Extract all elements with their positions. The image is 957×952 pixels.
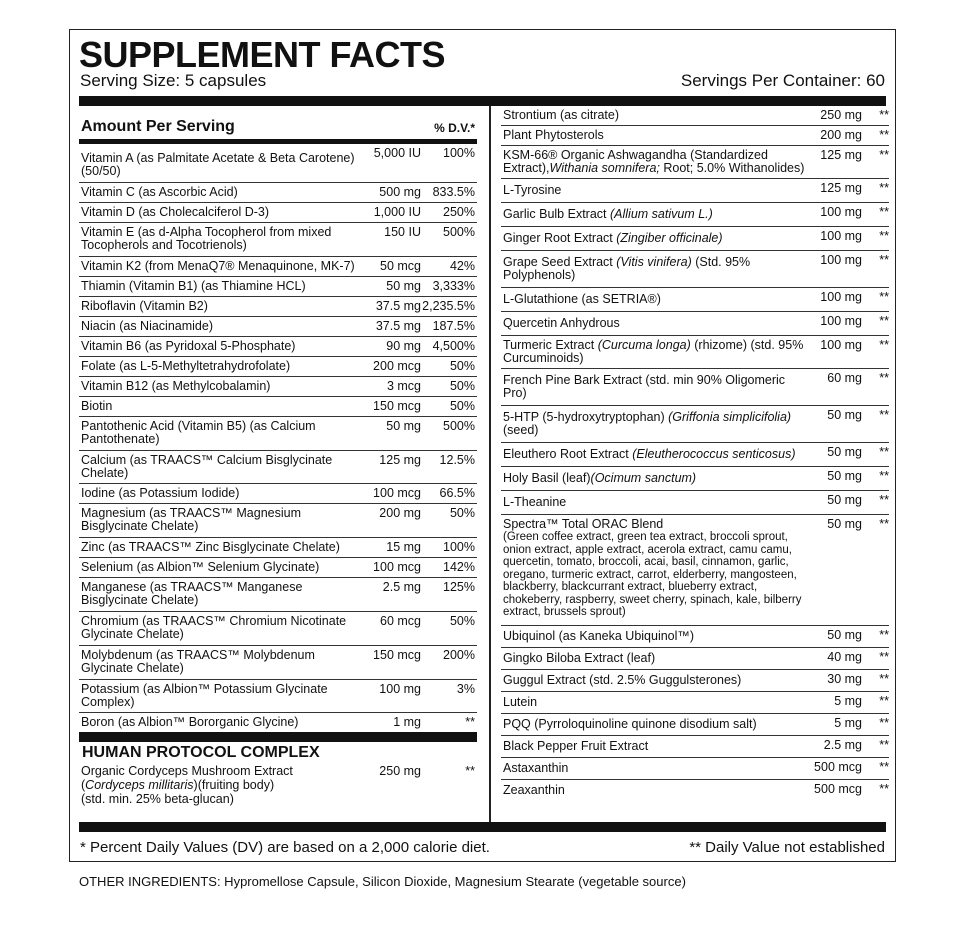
nutrient-amount: 100 mcg (373, 560, 421, 574)
ingredient-name (501, 518, 808, 531)
ingredient-row (501, 648, 889, 670)
ingredient-name (501, 472, 808, 485)
ingredient-name-detail: (Std. 95% Polyphenols) (503, 255, 751, 282)
ingredient-name (501, 184, 808, 197)
ingredient-dv: ** (879, 290, 889, 304)
ingredient-dv: ** (879, 229, 889, 243)
ingredient-row (501, 251, 889, 288)
ingredient-name-text: Turmeric Extract (503, 338, 598, 352)
ingredient-row (501, 369, 889, 406)
ingredient-row (501, 336, 889, 369)
not-established-footnote: ** Daily Value not established (689, 839, 885, 856)
ingredient-amount: 500 mcg (814, 759, 862, 774)
nutrient-amount: 50 mg (386, 279, 421, 293)
ingredient-name-text: L-Tyrosine (503, 183, 562, 197)
nutrient-dv: 50% (449, 506, 475, 520)
nutrient-name: Pantothenic Acid (Vitamin B5) (as Calcium Pantothenate) (81, 419, 316, 446)
ingredient-amount: 125 mg (820, 148, 862, 162)
nutrient-dv: 50% (449, 614, 475, 628)
nutrient-row (79, 297, 477, 317)
hpc-divider-bar (79, 732, 477, 742)
nutrient-row (79, 484, 477, 504)
supplement-facts-panel (69, 29, 896, 862)
nutrient-row (79, 397, 477, 417)
ingredient-name-text: Zeaxanthin (503, 782, 565, 797)
nutrient-row (79, 451, 477, 484)
ingredient-name (501, 129, 808, 142)
nutrient-amount: 5,000 IU (373, 146, 421, 160)
ingredient-name-text: Astaxanthin (503, 760, 569, 775)
nutrient-row (79, 337, 477, 357)
nutrient-row (79, 277, 477, 297)
ingredient-name (501, 293, 808, 306)
nutrient-amount: 15 mg (386, 540, 421, 554)
ingredient-amount: 50 mg (827, 445, 862, 459)
ingredient-name (501, 740, 808, 753)
ingredient-name (501, 232, 808, 245)
ingredient-amount: 50 mg (827, 627, 862, 642)
ingredient-latin-name: (Ocimum sanctum) (590, 471, 697, 485)
nutrient-dv: 42% (449, 259, 475, 273)
nutrient-name: Thiamin (Vitamin B1) (as Thiamine HCL) (81, 279, 306, 293)
nutrient-name: Calcium (as TRAACS™ Calcium Bisglycinate Chelate) (81, 453, 333, 480)
hpc-name-line-1: Organic Cordyceps Mushroom Extract (81, 764, 293, 778)
ingredient-name (501, 448, 808, 461)
nutrient-row (79, 680, 477, 713)
ingredient-name-detail: Root; 5.0% Withanolides) (659, 161, 805, 175)
nutrient-row (79, 203, 477, 223)
nutrient-name: Molybdenum (as TRAACS™ Molybdenum Glycinate Chelate) (81, 648, 315, 675)
nutrient-row (79, 578, 477, 612)
ingredient-dv: ** (879, 737, 889, 752)
ingredient-amount: 30 mg (827, 671, 862, 686)
nutrient-row (79, 646, 477, 680)
ingredient-dv: ** (879, 469, 889, 483)
ingredient-name (501, 652, 808, 665)
nutrient-amount: 37.5 mg (375, 319, 421, 333)
nutrient-row (79, 357, 477, 377)
dv-label: % D.V.* (434, 121, 475, 135)
ingredient-row (501, 179, 889, 203)
ingredient-name (501, 762, 808, 775)
top-divider-bar (79, 96, 886, 106)
ingredient-latin-name: (Griffonia simplicifolia) (668, 410, 792, 424)
ingredient-amount: 50 mg (827, 469, 862, 483)
ingredient-name (501, 718, 808, 731)
hpc-title: HUMAN PROTOCOL COMPLEX (82, 744, 320, 761)
nutrient-dv: 142% (443, 560, 475, 574)
hpc-name-italic: Cordyceps millitaris (85, 778, 194, 792)
nutrient-dv: 50% (449, 359, 475, 373)
nutrient-amount: 200 mg (379, 506, 421, 520)
ingredient-row (501, 227, 889, 251)
nutrient-dv: 250% (443, 205, 475, 219)
ingredient-amount: 5 mg (834, 715, 862, 730)
nutrient-dv: ** (465, 715, 475, 729)
ingredient-name-text: Plant Phytosterols (503, 128, 604, 142)
ingredient-amount: 100 mg (820, 290, 862, 304)
nutrient-dv: 100% (443, 146, 475, 160)
nutrient-dv: 125% (443, 580, 475, 594)
ingredient-name (501, 784, 808, 797)
ingredient-row (501, 491, 889, 515)
ingredient-dv: ** (879, 314, 889, 328)
column-divider (489, 106, 491, 823)
left-nutrient-list (79, 144, 477, 732)
ingredient-dv: ** (879, 205, 889, 219)
ingredient-row (501, 443, 889, 467)
ingredient-dv: ** (879, 371, 889, 385)
ingredient-row (501, 126, 889, 146)
nutrient-dv: 50% (449, 399, 475, 413)
nutrient-row (79, 183, 477, 203)
servings-per-container: Servings Per Container: 60 (680, 71, 885, 90)
nutrient-dv: 4,500% (432, 339, 475, 353)
nutrient-amount: 150 IU (384, 225, 421, 239)
nutrient-dv: 66.5% (439, 486, 475, 500)
ingredient-amount: 100 mg (820, 229, 862, 243)
ingredient-dv: ** (879, 408, 889, 422)
nutrient-row (79, 504, 477, 538)
ingredient-row (501, 312, 889, 336)
hpc-name-line-3: (std. min. 25% beta-glucan) (81, 792, 234, 806)
ingredient-amount: 200 mg (820, 128, 862, 142)
ingredient-name-text: Quercetin Anhydrous (503, 316, 620, 330)
ingredient-name-text: Garlic Bulb Extract (503, 207, 610, 221)
nutrient-name: Vitamin D (as Cholecalciferol D-3) (81, 205, 270, 219)
amount-header (79, 106, 477, 144)
ingredient-dv: ** (879, 493, 889, 507)
ingredient-row (501, 467, 889, 491)
ingredient-row (501, 626, 889, 648)
ingredient-latin-name: Withania somnifera; (549, 161, 660, 175)
nutrient-dv: 3,333% (432, 279, 475, 293)
ingredient-amount: 5 mg (834, 693, 862, 708)
ingredient-name-text: Ubiquinol (as Kaneka Ubiquinol™) (503, 628, 695, 643)
ingredient-name-text: L-Theanine (503, 495, 567, 509)
nutrient-amount: 37.5 mg (375, 299, 421, 313)
nutrient-row (79, 558, 477, 578)
nutrient-row (79, 612, 477, 646)
nutrient-dv: 200% (443, 648, 475, 662)
ingredient-latin-name: (Zingiber officinale) (616, 231, 723, 245)
ingredient-dv: ** (879, 148, 889, 162)
ingredient-amount: 100 mg (820, 253, 862, 267)
ingredient-amount: 100 mg (820, 314, 862, 328)
nutrient-amount: 50 mg (386, 419, 421, 433)
ingredient-amount: 100 mg (820, 205, 862, 219)
nutrient-name: Iodine (as Potassium Iodide) (81, 486, 240, 500)
ingredient-row (501, 670, 889, 692)
nutrient-name: Manganese (as TRAACS™ Manganese Bisglycinate Chelate) (81, 580, 303, 607)
ingredient-name-text: Spectra™ Total ORAC Blend (503, 517, 664, 531)
nutrient-amount: 125 mg (379, 453, 421, 467)
nutrient-name: Magnesium (as TRAACS™ Magnesium Bisglycinate Chelate) (81, 506, 301, 533)
ingredient-dv: ** (879, 649, 889, 664)
nutrient-dv: 3% (456, 682, 475, 696)
ingredient-name-text: L-Glutathione (as SETRIA®) (503, 292, 661, 306)
nutrient-name: Chromium (as TRAACS™ Chromium Nicotinate Glycinate Chelate) (81, 614, 347, 641)
ingredient-name-text: Grape Seed Extract (503, 255, 617, 269)
ingredient-dv: ** (879, 108, 889, 122)
nutrient-amount: 100 mcg (373, 486, 421, 500)
ingredient-dv: ** (879, 715, 889, 730)
ingredient-dv: ** (879, 671, 889, 686)
nutrient-dv: 187.5% (432, 319, 475, 333)
ingredient-row (501, 515, 889, 626)
nutrient-dv: 833.5% (432, 185, 475, 199)
other-ingredients: OTHER INGREDIENTS: Hypromellose Capsule, Silicon Dioxide, Magnesium Stearate (vegetable source) (79, 874, 686, 889)
ingredient-amount: 60 mg (827, 371, 862, 385)
nutrient-dv: 500% (443, 419, 475, 433)
ingredient-amount: 100 mg (820, 338, 862, 352)
ingredient-row (501, 736, 889, 758)
nutrient-name: Folate (as L-5-Methyltetrahydrofolate) (81, 359, 291, 373)
nutrient-amount: 2.5 mg (382, 580, 421, 594)
nutrient-amount: 1,000 IU (373, 205, 421, 219)
ingredient-amount: 500 mcg (814, 781, 862, 796)
ingredient-name-text: Black Pepper Fruit Extract (503, 738, 649, 753)
amount-per-serving-label: Amount Per Serving (81, 118, 235, 135)
dv-footnote: * Percent Daily Values (DV) are based on a 2,000 calorie diet. (80, 839, 490, 856)
nutrient-amount: 150 mcg (373, 399, 421, 413)
ingredient-dv: ** (879, 338, 889, 352)
hpc-name-line-2: )(fruiting body) (193, 778, 275, 792)
ingredient-name (501, 109, 808, 122)
ingredient-name (501, 496, 808, 509)
ingredient-dv: ** (879, 253, 889, 267)
ingredient-name (501, 630, 808, 643)
ingredient-row (501, 758, 889, 780)
bottom-divider-bar (79, 822, 886, 832)
ingredient-name-text: Strontium (as citrate) (503, 108, 620, 122)
nutrient-row (79, 257, 477, 277)
ingredient-dv: ** (879, 781, 889, 796)
nutrient-name: Vitamin E (as d-Alpha Tocopherol from mixed Tocopherols and Tocotrienols) (81, 225, 332, 252)
ingredient-name (501, 696, 808, 709)
ingredient-amount: 2.5 mg (823, 737, 862, 752)
hpc-amount: 250 mg (379, 764, 421, 778)
ingredient-name-text: Ginger Root Extract (503, 231, 617, 245)
ingredient-dv: ** (879, 445, 889, 459)
ingredient-name-text: Lutein (503, 694, 538, 709)
ingredient-dv: ** (879, 693, 889, 708)
ingredient-dv: ** (879, 627, 889, 642)
ingredient-row (501, 692, 889, 714)
ingredient-name-text: KSM-66® Organic Ashwagandha (Standardized Extract), (503, 148, 768, 175)
nutrient-row (79, 317, 477, 337)
nutrient-dv: 50% (449, 379, 475, 393)
nutrient-row (79, 223, 477, 257)
ingredient-latin-name: (Eleutherococcus senticosus) (632, 447, 796, 461)
ingredient-amount: 40 mg (827, 649, 862, 664)
ingredient-name-text: Holy Basil (leaf) (503, 471, 591, 485)
hpc-dv: ** (465, 764, 475, 778)
ingredient-latin-name: (Vitis vinifera) (616, 255, 692, 269)
ingredient-row (501, 106, 889, 126)
ingredient-amount: 125 mg (820, 181, 862, 195)
nutrient-amount: 150 mcg (373, 648, 421, 662)
ingredient-name (501, 339, 808, 365)
nutrient-amount: 90 mg (386, 339, 421, 353)
ingredient-dv: ** (879, 128, 889, 142)
right-column (501, 106, 889, 801)
nutrient-name: Zinc (as TRAACS™ Zinc Bisglycinate Chelate) (81, 540, 340, 554)
nutrient-amount: 1 mg (393, 715, 421, 729)
ingredient-amount: 50 mg (827, 493, 862, 507)
nutrient-amount: 3 mcg (386, 379, 421, 393)
ingredient-name-text: Guggul Extract (std. 2.5% Guggulsterones) (503, 672, 742, 687)
ingredient-row (501, 146, 889, 179)
nutrient-dv: 12.5% (439, 453, 475, 467)
nutrient-amount: 100 mg (379, 682, 421, 696)
nutrient-row (79, 713, 477, 732)
nutrient-amount: 500 mg (379, 185, 421, 199)
ingredient-name (501, 674, 808, 687)
nutrient-name: Riboflavin (Vitamin B2) (81, 299, 208, 313)
ingredient-name-detail: (seed) (503, 423, 539, 437)
ingredient-name (501, 208, 808, 221)
nutrient-name: Boron (as Albion™ Bororganic Glycine) (81, 715, 299, 729)
ingredient-name-text: Eleuthero Root Extract (503, 447, 633, 461)
ingredient-amount: 250 mg (820, 108, 862, 122)
ingredient-dv: ** (879, 517, 889, 531)
ingredient-name (501, 149, 808, 175)
serving-size: Serving Size: 5 capsules (80, 71, 267, 90)
nutrient-amount: 50 mcg (380, 259, 421, 273)
nutrient-name: Vitamin A (as Palmitate Acetate & Beta Carotene) (50/50) (81, 151, 355, 178)
nutrient-name: Selenium (as Albion™ Selenium Glycinate) (81, 560, 320, 574)
ingredient-row (501, 203, 889, 227)
right-nutrient-list (501, 106, 889, 801)
ingredient-dv: ** (879, 181, 889, 195)
hpc-row: Organic Cordyceps Mushroom Extract (Cordyceps millitaris)(fruiting body) (std. min. 25% beta-glucan) 250 mg ** (81, 764, 475, 806)
nutrient-dv: 500% (443, 225, 475, 239)
panel-title: SUPPLEMENT FACTS (79, 34, 446, 75)
nutrient-name: Vitamin B6 (as Pyridoxal 5-Phosphate) (81, 339, 296, 353)
nutrient-row (79, 417, 477, 451)
ingredient-amount: 50 mg (827, 517, 862, 531)
nutrient-name: Vitamin B12 (as Methylcobalamin) (81, 379, 271, 393)
nutrient-amount: 200 mcg (373, 359, 421, 373)
ingredient-amount: 50 mg (827, 408, 862, 422)
ingredient-name-detail: (rhizome) (std. 95% Curcuminoids) (503, 338, 804, 365)
nutrient-row (79, 144, 477, 183)
ingredient-dv: ** (879, 759, 889, 774)
nutrient-name: Niacin (as Niacinamide) (81, 319, 213, 333)
ingredient-name-text: French Pine Bark Extract (std. min 90% Oligomeric Pro) (503, 373, 786, 400)
nutrient-name: Vitamin C (as Ascorbic Acid) (81, 185, 238, 199)
ingredient-name (501, 411, 808, 437)
nutrient-dv: 100% (443, 540, 475, 554)
ingredient-row (501, 288, 889, 312)
ingredient-row (501, 406, 889, 443)
nutrient-dv: 2,235.5% (422, 299, 475, 313)
left-column (79, 106, 477, 806)
ingredient-row (501, 780, 889, 801)
nutrient-name: Biotin (81, 399, 113, 413)
ingredient-name-text: Gingko Biloba Extract (leaf) (503, 650, 656, 665)
ingredient-name (501, 374, 808, 400)
ingredient-name (501, 256, 808, 282)
ingredient-latin-name: (Allium sativum L.) (609, 207, 713, 221)
nutrient-row (79, 377, 477, 397)
ingredient-row (501, 714, 889, 736)
ingredient-latin-name: (Curcuma longa) (597, 338, 691, 352)
nutrient-name: Vitamin K2 (from MenaQ7® Menaquinone, MK-7) (81, 259, 355, 273)
ingredient-name (501, 317, 808, 330)
nutrient-name: Potassium (as Albion™ Potassium Glycinate Complex) (81, 682, 328, 709)
nutrient-amount: 60 mcg (380, 614, 421, 628)
ingredient-name-text: 5-HTP (5-hydroxytryptophan) (503, 410, 669, 424)
nutrient-row (79, 538, 477, 558)
ingredient-name-text: PQQ (Pyrroloquinoline quinone disodium salt) (503, 716, 757, 731)
blend-components: (Green coffee extract, green tea extract, broccoli sprout, onion extract, apple extract, acerola extract, camu camu, quercetin, tomato, broccoli, acai, basil, cinnamon, garlic, oregano, turmeric extract, carrot, elderberry, mangosteen, blackberry, blackcurrant extract, blueberry extract, chokeberry, raspberry, sweet cherry, spinach, kale, bilberry extract, brussels sprout) (503, 531, 802, 618)
